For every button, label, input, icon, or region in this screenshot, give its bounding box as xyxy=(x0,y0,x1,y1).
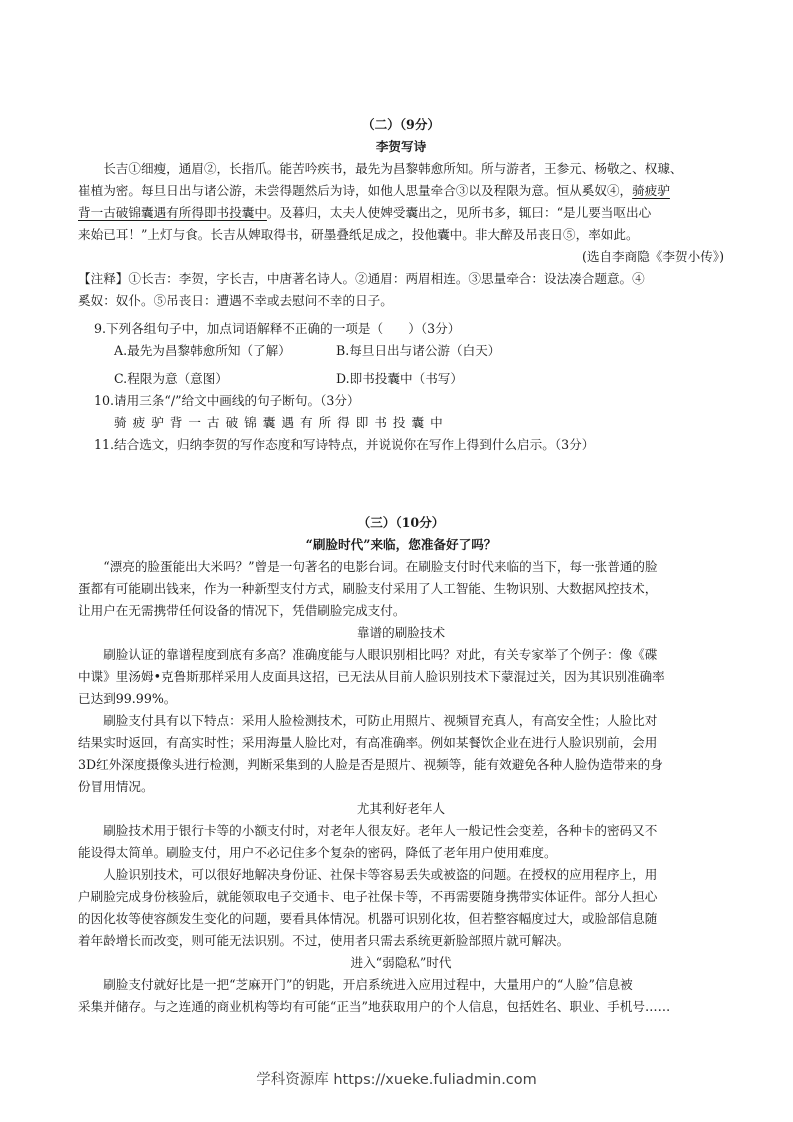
passage-line xyxy=(78,202,724,224)
section2-heading: （二）（9分） xyxy=(361,117,441,132)
paragraph-line: 蛋都有可能刷出钱来，作为一种新型支付方式，刷脸支付采用了人工智能、生物识别、大数据风控技术， xyxy=(78,581,658,596)
paragraph-line: “漂亮的脸蛋能出大米吗？”曾是一句著名的电影台词。在刷脸支付时代来临的当下，每一张普通的脸 xyxy=(103,559,658,574)
section2-passage xyxy=(78,158,724,246)
question-9: 9.下列各组句子中，加点词语解释不正确的一项是（ ）（3分） xyxy=(94,321,461,336)
passage-line: 来始已耳！”上灯与食。长吉从婢取得书，研墨叠纸足成之，投他囊中。非大醉及吊丧日⑤，率如此。 xyxy=(78,227,639,242)
paragraph-line: 户刷脸完成身份核验后，就能领取电子交通卡、电子社保卡等，不再需要随身携带实体证件。部分人担心 xyxy=(78,889,658,904)
subheading-reliable-tech: 靠谱的刷脸技术 xyxy=(356,625,446,640)
paragraph-line: 的因化妆等使容颜发生变化的问题，要看具体情况。机器可识别化妆，但若整容幅度过大，或脸部信息随 xyxy=(78,911,658,926)
paragraph-1 xyxy=(78,644,724,710)
paragraph-line: 刷脸支付具有以下特点：采用人脸检测技术，可防止用照片、视频冒充真人，有高安全性；人脸比对 xyxy=(103,713,658,728)
underlined-sentence-part: 骑疲驴 xyxy=(632,183,670,198)
paragraph-line: 3D红外深度摄像头进行检测，判断采集到的人脸是否是照片、视频等，能有效避免各种人脸伪造带来的身 xyxy=(78,757,663,772)
section2-title: 李贺写诗 xyxy=(375,139,427,154)
document-body xyxy=(78,114,724,1018)
passage-line: 崔植为密。每旦日出与诸公游，未尝得题然后为诗，如他人思量牵合③以及程限为意。恒从奚奴④， xyxy=(78,183,633,198)
paragraph-line: 份冒用情况。 xyxy=(78,779,154,794)
passage-line: 长吉①细瘦，通眉②，长指爪。能苦吟疾书，最先为昌黎韩愈所知。所与游者，王参元、杨敬之、权璩、 xyxy=(103,161,683,176)
paragraph-line: 结果实时返回，有高实时性；采用海量人脸比对，有高准确率。例如某餐饮企业在进行人脸识别前，会用 xyxy=(78,735,658,750)
option-a: A.最先为昌黎韩愈所知（了解） xyxy=(114,343,291,358)
paragraph-line: 刷脸技术用于银行卡等的小额支付时，对老年人很友好。老年人一般记性会变差，各种卡的密码又不 xyxy=(103,823,658,838)
paragraph-2 xyxy=(78,710,724,798)
subheading-weak-privacy: 进入“弱隐私”时代 xyxy=(350,955,452,970)
paragraph-line: 让用户在无需携带任何设备的情况下，凭借刷脸完成支付。 xyxy=(78,603,406,618)
passage-fragment: 。及暮归，太夫人使婢受囊出之，见所书多，辄曰：“是儿要当呕出心 xyxy=(266,205,652,220)
note-line: 奚奴：奴仆。⑤吊丧日：遭遇不幸或去慰问不幸的日子。 xyxy=(78,293,393,308)
paragraph-4 xyxy=(78,864,724,952)
note-line: 【注释】①长吉：李贺，字长吉，中唐著名诗人。②通眉：两眉相连。③思量牵合：设法凑合题意。④ xyxy=(78,271,645,286)
annotation-notes xyxy=(78,268,724,312)
section3-title: “刷脸时代”来临，您准备好了吗？ xyxy=(305,537,497,552)
question-10-sentence: 骑疲驴背一古破锦囊遇有所得即书投囊中 xyxy=(114,415,449,430)
paragraph-line: 着年龄增长而改变，则可能无法识别。不过，使用者只需去系统更新脸部照片就可解决。 xyxy=(78,933,570,948)
paragraph-line: 已达到99.99%。 xyxy=(78,691,177,706)
option-d: D.即书投囊中（书写） xyxy=(336,371,463,386)
paragraph-5 xyxy=(78,974,724,1018)
paragraph-3 xyxy=(78,820,724,864)
spacer xyxy=(78,456,724,512)
option-c: C.程限为意（意图） xyxy=(114,371,228,386)
option-b: B.每旦日出与诸公游（白天） xyxy=(336,343,501,358)
question-11: 11.结合选文，归纳李贺的写作态度和写诗特点，并说说你在写作上得到什么启示。（3分） xyxy=(94,437,595,452)
paragraph-line: 采集并储存。与之连通的商业机构等均有可能“正当”地获取用户的个人信息，包括姓名、职业、手机号…… xyxy=(78,999,671,1014)
intro-paragraph xyxy=(78,556,724,622)
question-9-options-row xyxy=(78,340,724,362)
question-9-options-row xyxy=(78,368,724,390)
paragraph-line: 中谍》里汤姆•克鲁斯那样采用人皮面具这招，已无法从目前人脸识别技术下蒙混过关，因为其识别准确率 xyxy=(78,669,665,684)
question-10: 10.请用三条“/”给文中画线的句子断句。（3分） xyxy=(94,393,360,408)
paragraph-line: 人脸识别技术，可以很好地解决身份证、社保卡等容易丢失或被盗的问题。在授权的应用程序上，用 xyxy=(103,867,658,882)
paragraph-line: 刷脸认证的靠谱程度到底有多高？准确度能与人眼识别相比吗？对此，有关专家举了个例子：像《碟 xyxy=(103,647,658,662)
passage-source: (选自李商隐《李贺小传》) xyxy=(581,249,724,264)
section3-heading: （三）（10分） xyxy=(357,515,445,530)
subheading-elderly: 尤其利好老年人 xyxy=(356,801,446,816)
underlined-sentence-part: 背一古破锦囊遇有所得即书投囊中 xyxy=(78,205,267,220)
paragraph-line: 刷脸支付就好比是一把“芝麻开门”的钥匙，开启系统进入应用过程中，大量用户的“人脸”信息被 xyxy=(103,977,633,992)
paragraph-line: 能设得太简单。刷脸支付，用户不必记住多个复杂的密码，降低了老年用户使用难度。 xyxy=(78,845,557,860)
footer-watermark: 学科资源库 https://xueke.fuliadmin.com xyxy=(256,1072,537,1088)
